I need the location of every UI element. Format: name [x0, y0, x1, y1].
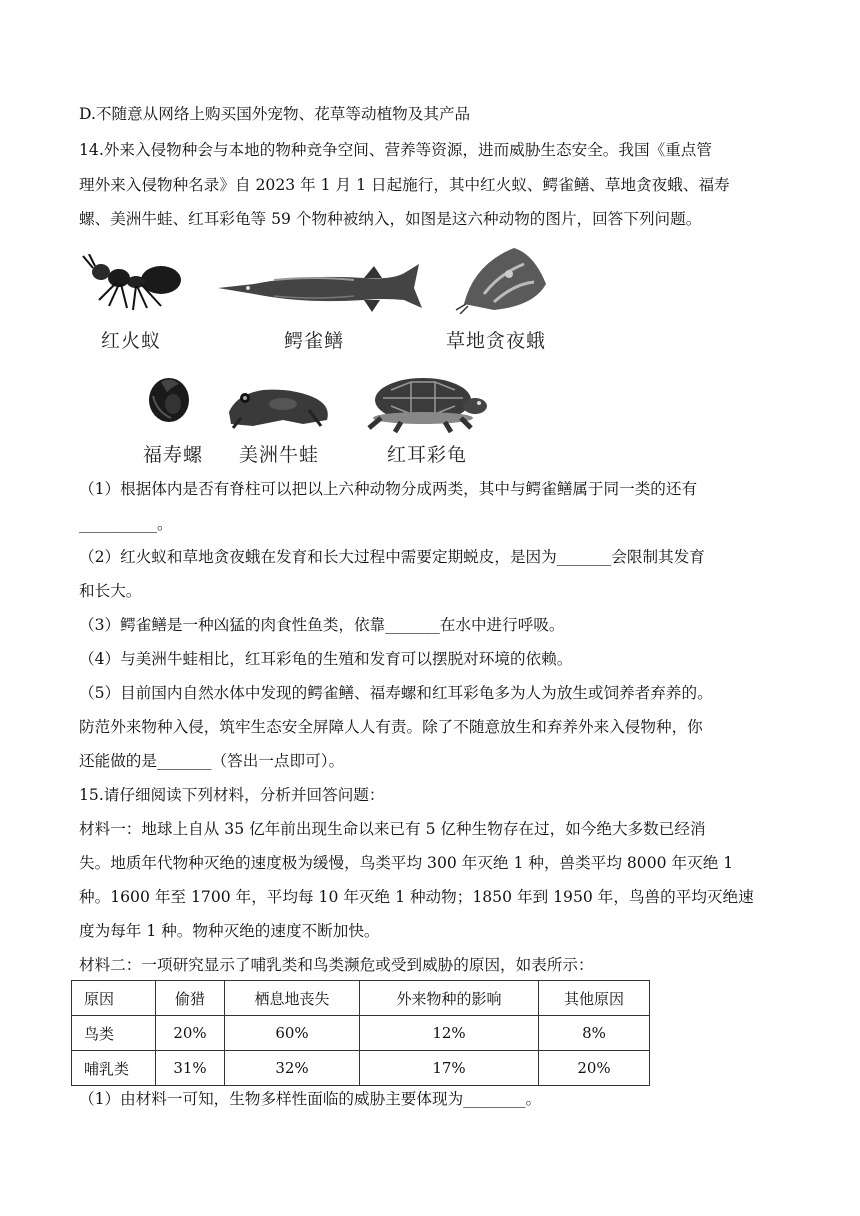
table-cell: 鸟类 [72, 1016, 156, 1051]
q15-sub1: （1）由材料一可知，生物多样性面临的威胁主要体现为________。 [79, 1090, 542, 1108]
table-cell: 20% [539, 1051, 650, 1086]
table-row [72, 1016, 650, 1051]
q14-sub1-line2: __________。 [79, 515, 173, 533]
q14-stem-line1: 14.外来入侵物种会与本地的物种竞争空间、营养等资源，进而威胁生态安全。我国《重点管 [79, 141, 712, 159]
q14-sub1-line1: （1）根据体内是否有脊柱可以把以上六种动物分成两类，其中与鳄雀鳝属于同一类的还有 [79, 480, 698, 498]
table-cell: 17% [360, 1051, 539, 1086]
q15-m1-line4: 度为每年 1 种。物种灭绝的速度不断加快。 [79, 922, 380, 940]
table-cell: 31% [156, 1051, 225, 1086]
table-cell: 60% [225, 1016, 360, 1051]
label-moth: 草地贪夜蛾 [446, 330, 547, 352]
option-d: D.不随意从网络上购买国外宠物、花草等动植物及其产品 [79, 105, 471, 123]
q14-stem-line2: 理外来入侵物种名录》自 2023 年 1 月 1 日起施行，其中红火蚁、鳄雀鳝、草地贪夜蛾、福寿 [79, 176, 730, 194]
table-cell: 8% [539, 1016, 650, 1051]
table-cell: 20% [156, 1016, 225, 1051]
table-header-row [72, 981, 650, 1016]
armyworm-moth-image [454, 244, 554, 314]
table-cell: 32% [225, 1051, 360, 1086]
label-snail: 福寿螺 [143, 444, 204, 466]
q15-m1-line1: 材料一：地球上自从 35 亿年前出现生命以来已有 5 亿种生物存在过，如今绝大多数已经消 [79, 820, 706, 838]
fire-ant-image [81, 254, 191, 314]
q14-sub2-line2: 和长大。 [79, 582, 142, 600]
q15-stem: 15.请仔细阅读下列材料，分析并回答问题： [79, 786, 385, 804]
q14-sub5-line1: （5）目前国内自然水体中发现的鳄雀鳝、福寿螺和红耳彩龟多为人为放生或饲养者弃养的。 [79, 684, 713, 702]
q14-sub5-line3: 还能做的是_______（答出一点即可）。 [79, 752, 345, 770]
table-header-cell: 栖息地丧失 [225, 981, 360, 1016]
q14-sub2-line1: （2）红火蚁和草地贪夜蛾在发育和长大过程中需要定期蜕皮，是因为_______会限制其发育 [79, 548, 705, 566]
table-row [72, 1051, 650, 1086]
table-cell: 12% [360, 1016, 539, 1051]
bullfrog-image [223, 380, 335, 430]
table-cell: 哺乳类 [72, 1051, 156, 1086]
table-header-cell: 其他原因 [539, 981, 650, 1016]
apple-snail-image [145, 372, 193, 424]
label-turtle: 红耳彩龟 [387, 444, 468, 466]
q15-m1-line3: 种。1600 年至 1700 年，平均每 10 年灭绝 1 种动物；1850 年到 1950 年，鸟兽的平均灭绝速 [79, 888, 754, 906]
table-header-cell: 外来物种的影响 [360, 981, 539, 1016]
red-eared-slider-image [361, 372, 491, 434]
q15-m2: 材料二：一项研究显示了哺乳类和鸟类濒危或受到威胁的原因，如表所示： [79, 956, 594, 974]
q14-sub3: （3）鳄雀鳝是一种凶猛的肉食性鱼类，依靠_______在水中进行呼吸。 [79, 616, 565, 634]
q15-m1-line2: 失。地质年代物种灭绝的速度极为缓慢，鸟类平均 300 年灭绝 1 种，兽类平均 8000 年灭绝 1 [79, 854, 734, 872]
q14-stem-line3: 螺、美洲牛蛙、红耳彩龟等 59 个物种被纳入，如图是这六种动物的图片，回答下列问题。 [79, 210, 702, 228]
q14-sub4: （4）与美洲牛蛙相比，红耳彩龟的生殖和发育可以摆脱对环境的依赖。 [79, 650, 573, 668]
q14-sub5-line2: 防范外来物种入侵，筑牢生态安全屏障人人有责。除了不随意放生和弃养外来入侵物种，你 [79, 718, 703, 736]
table-header-cell: 偷猎 [156, 981, 225, 1016]
label-bullfrog: 美洲牛蛙 [239, 444, 320, 466]
animals-figure [79, 244, 559, 466]
threat-table [71, 980, 650, 1086]
alligator-gar-image [214, 258, 424, 318]
table-header-cell: 原因 [72, 981, 156, 1016]
label-gar: 鳄雀鳝 [284, 330, 345, 352]
label-fire-ant: 红火蚁 [101, 330, 162, 352]
